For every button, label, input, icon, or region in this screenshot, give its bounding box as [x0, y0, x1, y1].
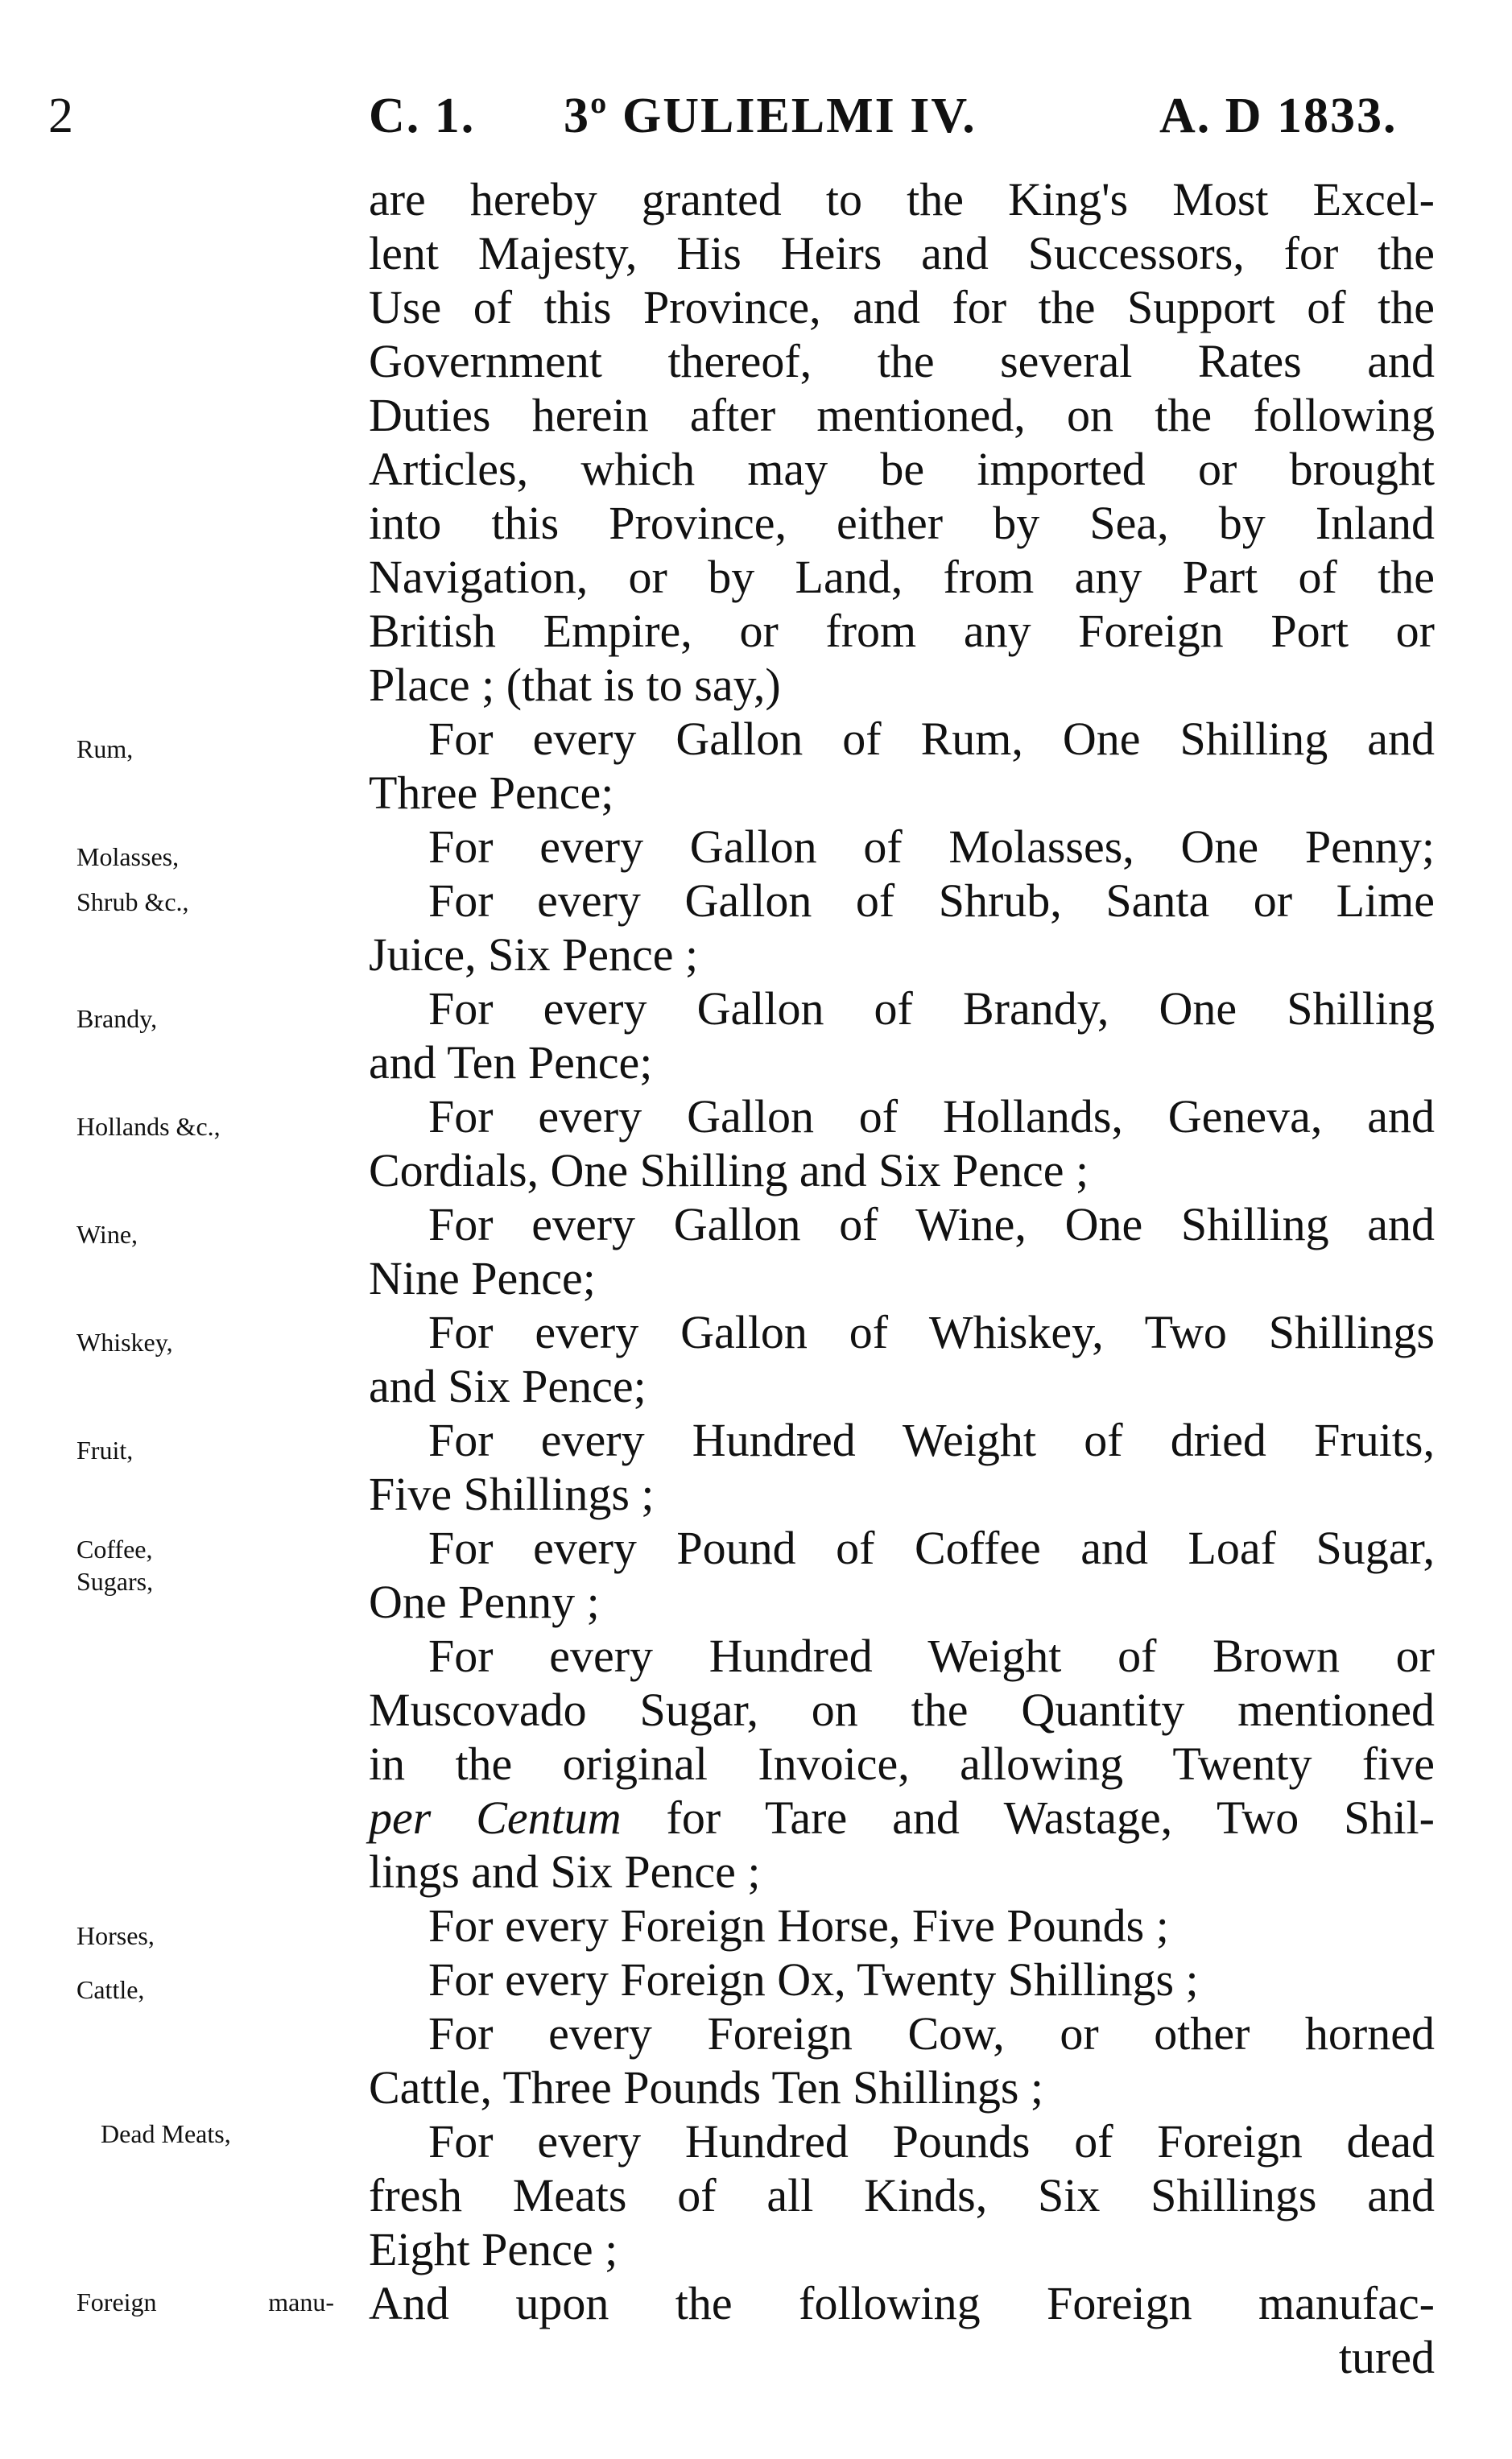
text-line: fresh Meats of all Kinds, Six Shillings and — [369, 2169, 1435, 2221]
text-line: For every Gallon of Rum, One Shilling and — [428, 713, 1435, 765]
text-line: For every Pound of Coffee and Loaf Sugar, — [428, 1522, 1435, 1574]
text-line: For every Foreign Ox, Twenty Shillings ; — [428, 1953, 1199, 2006]
margin-note-hollands: Hollands &c., — [76, 1112, 221, 1141]
text-line: Cattle, Three Pounds Ten Shillings ; — [369, 2061, 1043, 2114]
text-line: British Empire, or from any Foreign Port or — [369, 605, 1435, 657]
page-number: 2 — [48, 89, 75, 143]
text-line: Articles, which may be imported or brought — [369, 443, 1435, 495]
italic-phrase: per Centum — [369, 1792, 622, 1844]
text-line: and Ten Pence; — [369, 1036, 653, 1089]
text-line: are hereby granted to the King's Most Excel- — [369, 173, 1435, 225]
text-line: Cordials, One Shilling and Six Pence ; — [369, 1144, 1089, 1196]
year: A. D 1833. — [1159, 89, 1398, 143]
margin-note-brandy: Brandy, — [76, 1004, 158, 1033]
text-line — [369, 1791, 1435, 1845]
text-line: For every Gallon of Brandy, One Shilling — [428, 982, 1435, 1035]
margin-note-coffee: Coffee, — [76, 1535, 153, 1564]
text-line: and Six Pence; — [369, 1360, 647, 1412]
text-line: For every Hundred Weight of Brown or — [428, 1630, 1435, 1682]
text-line: For every Foreign Cow, or other horned — [428, 2007, 1435, 2060]
text-fragment: for Tare and Wastage, Two Shil- — [621, 1792, 1435, 1844]
text-line: lent Majesty, His Heirs and Successors, for the — [369, 227, 1435, 279]
text-line: Use of this Province, and for the Support of the — [369, 281, 1435, 333]
text-line: into this Province, either by Sea, by Inland — [369, 497, 1435, 549]
margin-note-dead-meats: Dead Meats, — [101, 2119, 231, 2148]
chapter-number: C. 1. — [369, 89, 476, 143]
text-line: For every Gallon of Whiskey, Two Shillings — [428, 1306, 1435, 1358]
text-line: For every Hundred Weight of dried Fruits, — [428, 1414, 1435, 1466]
text-line: Juice, Six Pence ; — [369, 928, 699, 981]
text-line: Government thereof, the several Rates and — [369, 335, 1435, 387]
text-line: Eight Pence ; — [369, 2223, 618, 2275]
margin-note-cattle: Cattle, — [76, 1975, 145, 2004]
margin-note-rum: Rum, — [76, 734, 134, 763]
margin-note-sugars: Sugars, — [76, 1567, 154, 1596]
text-line: For every Hundred Pounds of Foreign dead — [428, 2115, 1435, 2168]
text-line: Five Shillings ; — [369, 1468, 655, 1520]
text-line: Muscovado Sugar, on the Quantity mentioned — [369, 1684, 1435, 1736]
margin-note-whiskey: Whiskey, — [76, 1328, 173, 1357]
catchword: tured — [1338, 2331, 1435, 2383]
text-line: Navigation, or by Land, from any Part of the — [369, 551, 1435, 603]
margin-note-molasses: Molasses, — [76, 842, 180, 871]
text-line: For every Foreign Horse, Five Pounds ; — [428, 1899, 1169, 1952]
text-line: For every Gallon of Molasses, One Penny; — [428, 820, 1435, 873]
margin-note-foreign-manufactures: Foreign manu- — [76, 2287, 334, 2316]
margin-note-fruit: Fruit, — [76, 1436, 134, 1465]
margin-note-horses: Horses, — [76, 1921, 155, 1950]
text-line: For every Gallon of Shrub, Santa or Lime — [428, 874, 1435, 927]
regnal-year: 3º GULIELMI IV. — [564, 89, 977, 143]
text-line: One Penny ; — [369, 1576, 600, 1628]
text-line: And upon the following Foreign manufac- — [369, 2277, 1435, 2329]
text-line: For every Gallon of Hollands, Geneva, and — [428, 1090, 1435, 1143]
text-line: in the original Invoice, allowing Twenty five — [369, 1738, 1435, 1790]
text-line: Three Pence; — [369, 767, 614, 819]
text-line: For every Gallon of Wine, One Shilling and — [428, 1198, 1435, 1250]
text-line: Place ; (that is to say,) — [369, 659, 781, 711]
text-line: lings and Six Pence ; — [369, 1845, 761, 1898]
margin-note-wine: Wine, — [76, 1220, 138, 1249]
margin-note-shrub: Shrub &c., — [76, 887, 189, 916]
text-line: Duties herein after mentioned, on the following — [369, 389, 1435, 441]
text-line: Nine Pence; — [369, 1252, 596, 1304]
